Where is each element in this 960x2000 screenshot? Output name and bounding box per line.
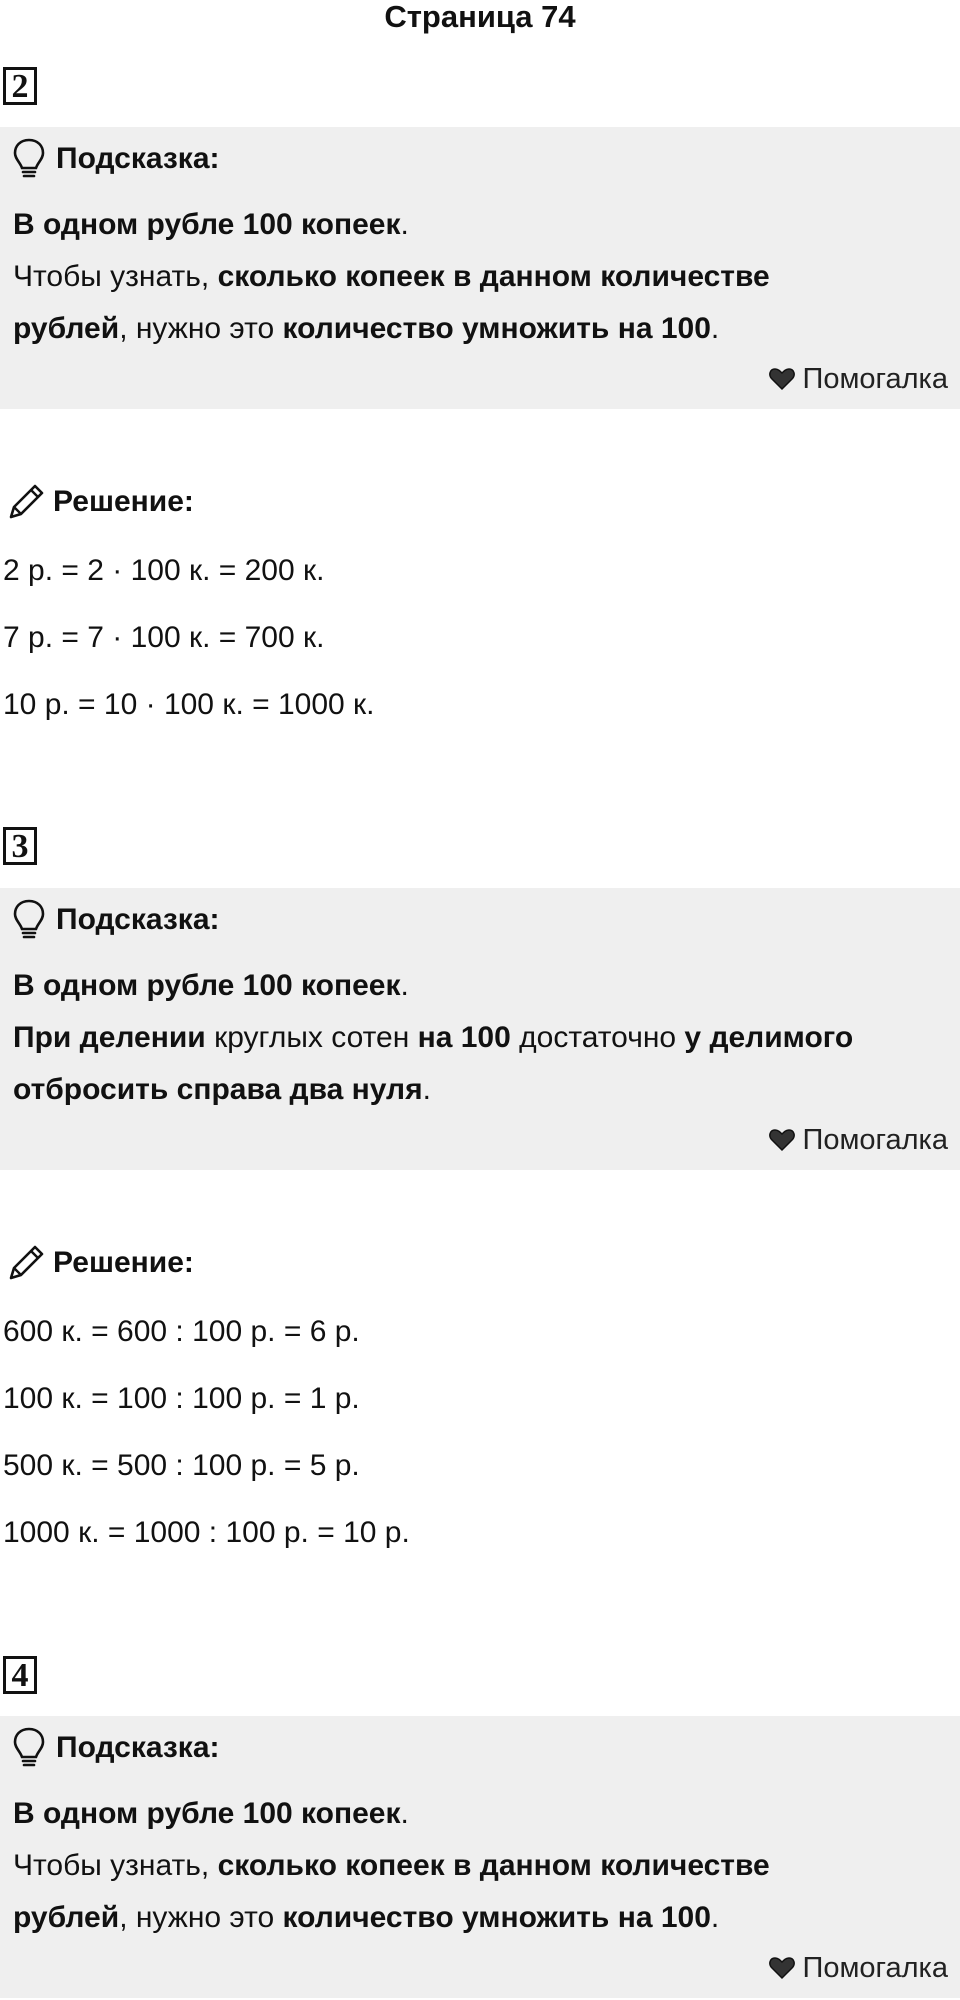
brand-label: Помогалка [802, 1952, 948, 1984]
pencil-icon [5, 481, 47, 523]
hint-line [13, 1892, 948, 1944]
page-title: Страница 74 [384, 0, 576, 34]
solution-line: 1000 к. = 1000 : 100 р. = 10 р. [3, 1516, 410, 1549]
hint-title: Подсказка: [56, 1731, 220, 1764]
hint-run: . [400, 208, 409, 241]
solution-title: Решение: [53, 485, 194, 518]
hint-line [13, 1788, 948, 1840]
task-number: 2 [3, 67, 37, 105]
hint-run: В одном рубле 100 копеек [13, 208, 401, 241]
hint-run: на 100 [417, 1021, 511, 1054]
hint-text [13, 199, 948, 355]
solution-line: 2 р. = 2 · 100 к. = 200 к. [3, 554, 325, 587]
solution-header [5, 1239, 194, 1287]
lightbulb-icon [12, 899, 46, 941]
hint-header [12, 1726, 220, 1770]
hint-run: сколько копеек в данном количестве [217, 260, 770, 293]
hint-box [0, 127, 960, 409]
hint-run: рублей [13, 312, 120, 345]
hint-run: При делении [13, 1021, 206, 1054]
hint-text [13, 960, 948, 1116]
hint-run: Чтобы узнать, [13, 260, 218, 293]
hint-line [13, 251, 948, 303]
solution-header [5, 478, 194, 526]
pencil-icon [5, 1242, 47, 1284]
hint-title: Подсказка: [56, 903, 220, 936]
heart-icon [769, 1956, 795, 1980]
solution-lines [3, 1298, 410, 1566]
hint-line [13, 1840, 948, 1892]
solution-line: 100 к. = 100 : 100 р. = 1 р. [3, 1382, 360, 1415]
hint-line [13, 199, 948, 251]
hint-line [13, 1064, 948, 1116]
solution-line: 500 к. = 500 : 100 р. = 5 р. [3, 1449, 360, 1482]
hint-run: количество умножить на 100 [282, 312, 711, 345]
solution-line: 10 р. = 10 · 100 к. = 1000 к. [3, 688, 375, 721]
solution-line: 7 р. = 7 · 100 к. = 700 к. [3, 621, 325, 654]
hint-text [13, 1788, 948, 1944]
hint-box [0, 888, 960, 1170]
hint-run: количество умножить на 100 [282, 1901, 711, 1934]
solution-line: 600 к. = 600 : 100 р. = 6 р. [3, 1315, 360, 1348]
hint-run: В одном рубле 100 копеек [13, 1797, 401, 1830]
solution-title: Решение: [53, 1246, 194, 1279]
heart-icon [769, 1128, 795, 1152]
hint-run: сколько копеек в данном количестве [217, 1849, 770, 1882]
hint-run: В одном рубле 100 копеек [13, 969, 401, 1002]
hint-title: Подсказка: [56, 142, 220, 175]
hint-run: . [710, 1901, 720, 1934]
hint-run: . [400, 969, 409, 1002]
hint-line [13, 960, 948, 1012]
hint-run: отбросить справа два нуля [13, 1073, 423, 1106]
hint-run: . [710, 312, 720, 345]
hint-run: Чтобы узнать, [13, 1849, 218, 1882]
hint-run: . [400, 1797, 409, 1830]
lightbulb-icon [12, 138, 46, 180]
hint-run: достаточно [510, 1021, 685, 1054]
brand-label: Помогалка [802, 1124, 948, 1156]
task-number: 3 [3, 827, 37, 865]
solution-lines [3, 537, 375, 738]
task-number: 4 [3, 1656, 37, 1694]
hint-run: , нужно это [119, 312, 283, 345]
hint-run: , нужно это [119, 1901, 283, 1934]
hint-run: круглых сотен [205, 1021, 418, 1054]
brand-link[interactable] [769, 1120, 948, 1160]
heart-icon [769, 367, 795, 391]
hint-header [12, 137, 220, 181]
hint-header [12, 898, 220, 942]
hint-box [0, 1716, 960, 1998]
brand-link[interactable] [769, 359, 948, 399]
hint-line [13, 1012, 948, 1064]
hint-run: рублей [13, 1901, 120, 1934]
hint-run: . [422, 1073, 431, 1106]
hint-line [13, 303, 948, 355]
lightbulb-icon [12, 1727, 46, 1769]
brand-link[interactable] [769, 1948, 948, 1988]
hint-run: у делимого [684, 1021, 854, 1054]
brand-label: Помогалка [802, 363, 948, 395]
